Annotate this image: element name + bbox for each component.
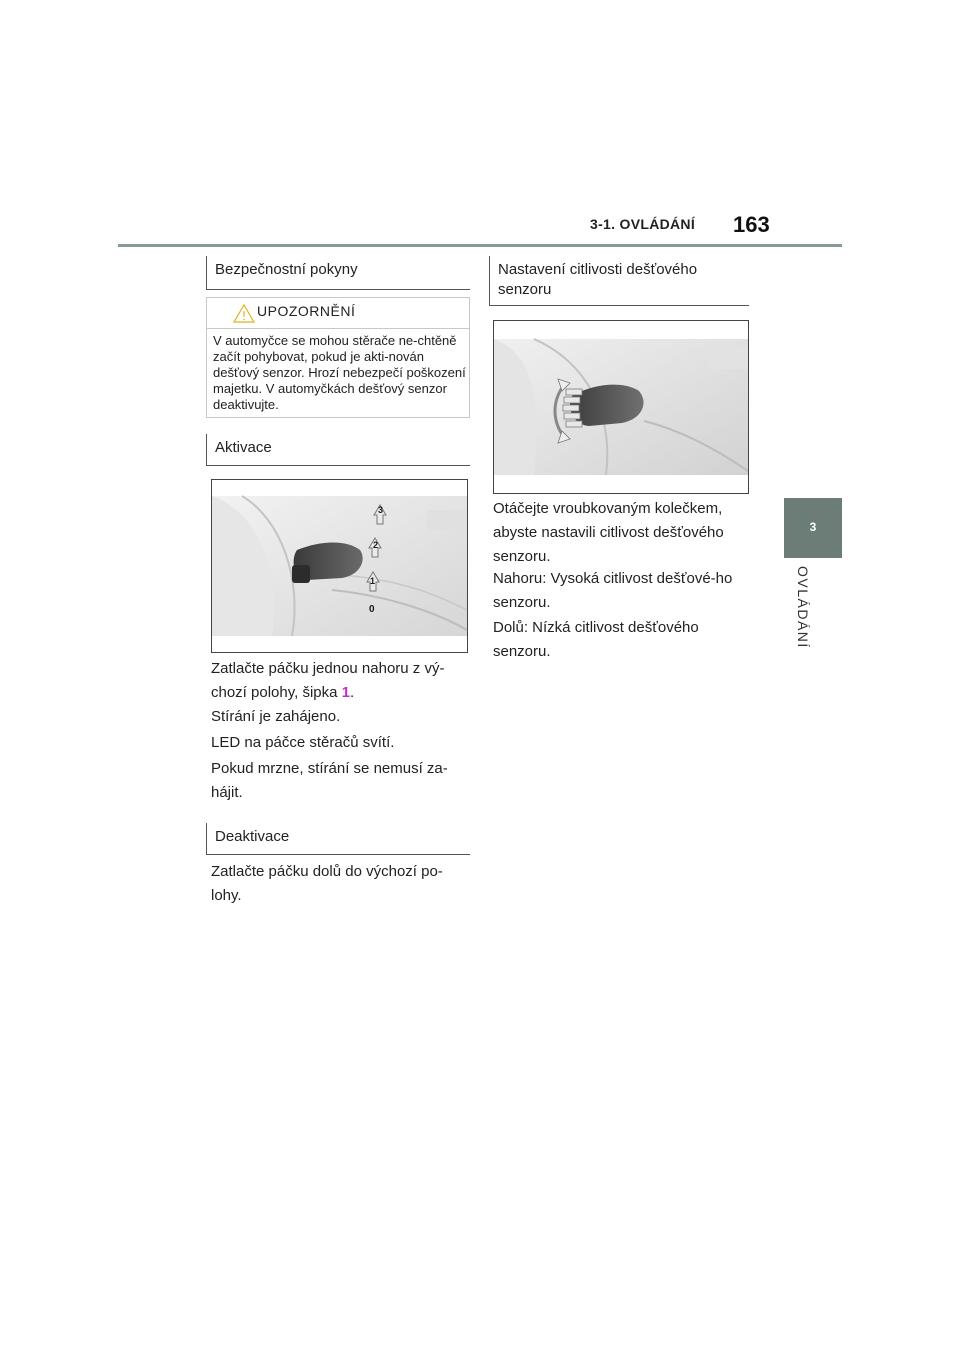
figure-label-3: 3 xyxy=(378,505,384,515)
thumbwheel-figure xyxy=(493,320,749,494)
activation-paragraph-2: Stírání je zahájeno. xyxy=(211,708,341,725)
chapter-label: OVLÁDÁNÍ xyxy=(795,566,811,649)
warning-title: UPOZORNĚNÍ xyxy=(257,303,356,319)
arrow-marker-1: 1 xyxy=(341,684,350,701)
chapter-number: 3 xyxy=(809,520,817,534)
warning-box xyxy=(206,297,470,418)
figure-label-1: 1 xyxy=(370,576,376,586)
figure-label-2: 2 xyxy=(373,540,379,550)
activation-paragraph-1: Zatlačte páčku jednou nahoru z vý-chozí polohy, šipka 1. xyxy=(211,660,445,701)
figure-label-0: 0 xyxy=(369,604,375,615)
warning-text: V automyčce se mohou stěrače ne-chtěně začít pohybovat, pokud je akti-nován dešťový senzor. Hrozí nebezpečí poškození majetku. V automyčkách dešťový senzor deaktivujte. xyxy=(213,333,466,412)
wiper-lever-figure xyxy=(211,479,468,653)
activation-paragraph-3: LED na páčce stěračů svítí. xyxy=(211,734,395,751)
deactivation-paragraph: Zatlačte páčku dolů do výchozí po-lohy. xyxy=(211,863,443,904)
sensitivity-paragraph-2: Nahoru: Vysoká citlivost dešťové-ho senzoru. xyxy=(493,570,733,611)
sensitivity-paragraph-1: Otáčejte vroubkovaným kolečkem, abyste nastavili citlivost dešťového senzoru. xyxy=(493,500,724,565)
section-title: 3-1. OVLÁDÁNÍ xyxy=(590,216,696,232)
activation-paragraph-4: Pokud mrzne, stírání se nemusí za-hájit. xyxy=(211,760,448,801)
warning-header xyxy=(207,298,469,329)
sensitivity-heading: Nastavení citlivosti dešťového senzoru xyxy=(489,256,749,306)
warning-triangle-icon xyxy=(233,304,255,328)
activation-heading: Aktivace xyxy=(206,434,470,466)
sensitivity-paragraph-3: Dolů: Nízká citlivost dešťového senzoru. xyxy=(493,619,699,660)
header-rule xyxy=(118,244,842,247)
deactivation-heading: Deaktivace xyxy=(206,823,470,855)
safety-heading: Bezpečnostní pokyny xyxy=(206,256,470,290)
page-number: 163 xyxy=(733,212,770,237)
